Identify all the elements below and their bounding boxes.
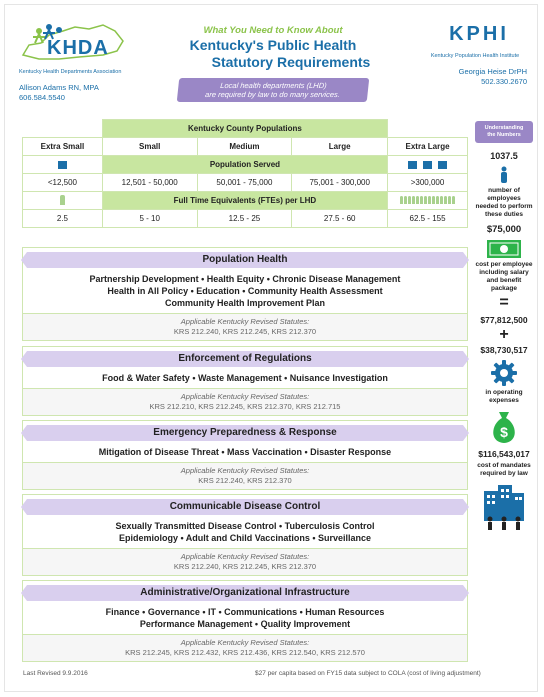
last-revised: Last Revised 9.9.2016 [23, 670, 88, 677]
numbers-sidebar [475, 121, 533, 531]
section-communicable-disease [22, 494, 468, 576]
population-table [22, 119, 468, 228]
statutes-label: Applicable Kentucky Revised Statutes: [180, 638, 310, 647]
statutes-text: KRS 212.245, KRS 212.432, KRS 212.436, KRS 212.540, KRS 212.570 [125, 648, 365, 657]
kphi-logo [431, 23, 527, 51]
page-title-line2: Statutory Requirements [211, 54, 371, 70]
section-title: Enforcement of Regulations [27, 351, 463, 367]
statutes-text: KRS 212.210, KRS 212.245, KRS 212.370, KRS 212.715 [149, 402, 341, 411]
section-statutes [23, 548, 467, 575]
right-contact [423, 67, 527, 87]
served-extra-small: <12,500 [23, 174, 103, 192]
service-line: Community Health Improvement Plan [164, 298, 326, 308]
subtotal: $77,812,500 [480, 315, 528, 325]
person-icon [60, 195, 65, 205]
service-line: Mitigation of Disease Threat • Mass Vaccination • Disaster Response [98, 447, 392, 457]
size-large: Large [292, 138, 388, 156]
svg-text:$: $ [500, 424, 508, 440]
fte-large: 27.5 - 60 [292, 210, 388, 228]
size-small: Small [102, 138, 197, 156]
equals-sign: = [499, 294, 509, 311]
operating-amount: $38,730,517 [480, 345, 528, 355]
served-small: 12,501 - 50,000 [102, 174, 197, 192]
badge-line2: the Numbers [487, 132, 521, 138]
kicker: What You Need to Know About [203, 25, 343, 36]
person-icon-small [23, 192, 103, 210]
section-title: Emergency Preparedness & Response [27, 425, 463, 441]
employees-count: 1037.5 [490, 151, 518, 161]
county-populations-title: Kentucky County Populations [102, 120, 387, 138]
served-extra-large: >300,000 [388, 174, 468, 192]
section-services [23, 268, 467, 313]
total-cost: $116,543,017 [478, 449, 530, 459]
size-medium: Medium [197, 138, 292, 156]
statutes-text: KRS 212.240, KRS 212.370 [198, 476, 292, 485]
understanding-numbers-badge [475, 121, 533, 143]
money-bag-icon [489, 410, 519, 444]
office-building-icon [480, 483, 528, 531]
fte-small: 5 - 10 [102, 210, 197, 228]
kphi-logo-text: KPHI [449, 23, 509, 45]
section-population-health [22, 247, 468, 341]
khda-logo [19, 19, 129, 67]
plus-sign: + [499, 326, 509, 343]
statutes-text: KRS 212.240, KRS 212.245, KRS 212.370 [173, 562, 317, 571]
left-contact [19, 83, 159, 103]
building-icon-large [388, 156, 468, 174]
right-contact-name: Georgia Heise DrPH [458, 67, 527, 76]
served-medium: 50,001 - 75,000 [197, 174, 292, 192]
ribbon-line2: are required by law to do many services. [204, 90, 341, 99]
people-icons-large [388, 192, 468, 210]
ribbon-line1: Local health departments (LHD) [219, 81, 328, 90]
per-capita-note: $27 per capita based on FY15 data subject to COLA (cost of living adjustment) [255, 670, 481, 677]
section-services [23, 515, 467, 548]
fte-title: Full Time Equivalents (FTEs) per LHD [102, 192, 387, 210]
gear-icon [491, 360, 517, 386]
kphi-subtitle: Kentucky Population Health Institute [430, 53, 520, 59]
section-statutes [23, 634, 467, 661]
service-line: Sexually Transmitted Disease Control • Tuberculosis Control [115, 521, 375, 531]
lhd-ribbon [177, 78, 370, 102]
section-title: Administrative/Organizational Infrastructure [27, 585, 463, 601]
building-icon [58, 161, 67, 169]
building-icon [423, 161, 432, 169]
section-statutes [23, 388, 467, 415]
building-icon [438, 161, 447, 169]
right-contact-phone: 502.330.2670 [481, 77, 527, 86]
people-icon [400, 196, 455, 204]
service-line: Health in All Policy • Education • Community Health Assessment [107, 286, 383, 296]
section-statutes [23, 462, 467, 489]
title-block [155, 25, 391, 102]
left-contact-phone: 606.584.5540 [19, 93, 65, 102]
section-enforcement [22, 346, 468, 416]
service-line: Food & Water Safety • Waste Management • Nuisance Investigation [102, 373, 388, 383]
person-icon [499, 166, 509, 184]
kphi-block [423, 23, 527, 87]
statutes-label: Applicable Kentucky Revised Statutes: [180, 552, 310, 561]
section-statutes [23, 313, 467, 340]
section-title: Communicable Disease Control [27, 499, 463, 515]
badge-line1: Understanding [484, 125, 524, 131]
infographic-page [4, 4, 538, 692]
money-bill-icon [487, 240, 521, 258]
statutes-label: Applicable Kentucky Revised Statutes: [180, 392, 310, 401]
building-icon [408, 161, 417, 169]
khda-subtitle: Kentucky Health Departments Association [19, 69, 122, 75]
khda-block [19, 19, 159, 103]
total-text: cost of mandates required by law [477, 462, 531, 477]
fte-medium: 12.5 - 25 [197, 210, 292, 228]
statutes-label: Applicable Kentucky Revised Statutes: [180, 466, 310, 475]
statutes-text: KRS 212.240, KRS 212.245, KRS 212.370 [173, 327, 317, 336]
section-administrative [22, 580, 468, 662]
building-icon-small [23, 156, 103, 174]
operating-text: in operating expenses [485, 389, 523, 404]
size-extra-large: Extra Large [388, 138, 468, 156]
service-line: Epidemiology • Adult and Child Vaccinations • Surveillance [118, 533, 372, 543]
service-line: Partnership Development • Health Equity • Chronic Disease Management [89, 274, 401, 284]
size-extra-small: Extra Small [23, 138, 103, 156]
section-title: Population Health [27, 252, 463, 268]
section-services [23, 601, 467, 634]
service-line: Finance • Governance • IT • Communications • Human Resources [105, 607, 385, 617]
service-line: Performance Management • Quality Improvement [139, 619, 351, 629]
khda-logo-text: KHDA [47, 37, 109, 59]
employees-text: number of employees needed to perform these duties [475, 187, 533, 218]
section-services [23, 367, 467, 388]
page-title-line1: Kentucky's Public Health [189, 37, 357, 53]
section-emergency [22, 420, 468, 490]
fte-extra-large: 62.5 - 155 [388, 210, 468, 228]
left-contact-name: Allison Adams RN, MPA [19, 83, 99, 92]
fte-extra-small: 2.5 [23, 210, 103, 228]
population-served-title: Population Served [102, 156, 387, 174]
served-large: 75,001 - 300,000 [292, 174, 388, 192]
cost-per-employee: $75,000 [486, 224, 522, 235]
cost-text: cost per employee including salary and benefit package [475, 261, 533, 292]
section-services [23, 441, 467, 462]
statutes-label: Applicable Kentucky Revised Statutes: [180, 317, 310, 326]
